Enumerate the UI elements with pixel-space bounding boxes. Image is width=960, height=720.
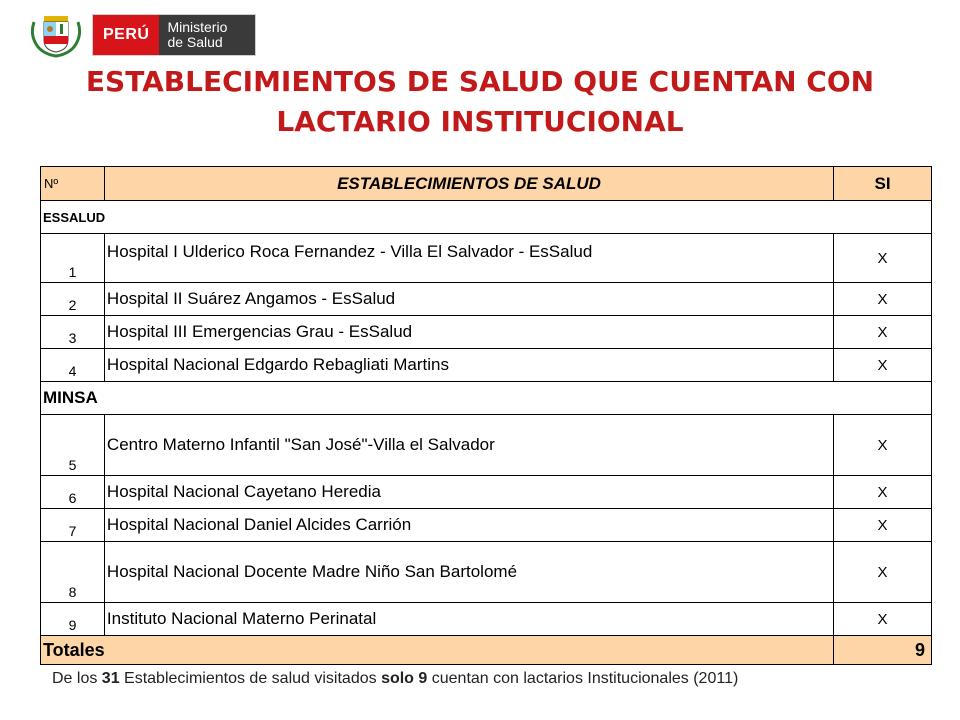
row-num: 2 — [41, 283, 105, 316]
row-si: X — [834, 349, 932, 382]
row-num: 6 — [41, 476, 105, 509]
group-row-minsa — [41, 382, 932, 415]
table-row — [41, 234, 932, 283]
row-name: Hospital Nacional Cayetano Heredia — [104, 476, 833, 509]
row-si: X — [834, 603, 932, 636]
footnote — [52, 670, 738, 688]
group-label: ESSALUD — [41, 201, 932, 234]
row-name: Hospital Nacional Daniel Alcides Carrión — [104, 509, 833, 542]
table-row — [41, 509, 932, 542]
header-logos — [30, 10, 256, 60]
header-establishment: ESTABLECIMIENTOS DE SALUD — [104, 167, 833, 201]
totals-row — [41, 636, 932, 665]
table-row — [41, 542, 932, 603]
coat-of-arms-icon — [30, 12, 82, 58]
row-si: X — [834, 415, 932, 476]
row-si: X — [834, 316, 932, 349]
table-row — [41, 283, 932, 316]
table-row — [41, 476, 932, 509]
row-name: Hospital Nacional Docente Madre Niño San Bartolomé — [104, 542, 833, 603]
table-row — [41, 603, 932, 636]
footnote-count-total: 31 — [101, 670, 120, 687]
row-name: Hospital III Emergencias Grau - EsSalud — [104, 316, 833, 349]
ministry-logo — [92, 14, 256, 56]
footnote-count-only: solo 9 — [381, 670, 428, 687]
row-si: X — [834, 234, 932, 283]
row-num: 5 — [41, 415, 105, 476]
group-label: MINSA — [41, 382, 932, 415]
row-si: X — [834, 476, 932, 509]
row-num: 9 — [41, 603, 105, 636]
totals-value: 9 — [834, 636, 932, 665]
logo-ministry-line2: de Salud — [167, 34, 223, 50]
table-header-row — [41, 167, 932, 201]
row-name: Centro Materno Infantil "San José"-Villa el Salvador — [104, 415, 833, 476]
row-num: 1 — [41, 234, 105, 283]
logo-ministry-line1: Ministerio — [167, 19, 228, 35]
row-si: X — [834, 542, 932, 603]
footnote-part: cuentan con lactarios Institucionales (2011) — [427, 670, 739, 687]
table-row — [41, 415, 932, 476]
row-num: 7 — [41, 509, 105, 542]
logo-peru-text: PERÚ — [93, 15, 159, 55]
header-si: SI — [834, 167, 932, 201]
footnote-part: De los — [52, 670, 102, 687]
row-name: Hospital I Ulderico Roca Fernandez - Villa El Salvador - EsSalud — [104, 234, 833, 283]
row-name: Hospital II Suárez Angamos - EsSalud — [104, 283, 833, 316]
group-row-essalud — [41, 201, 932, 234]
totals-label: Totales — [41, 636, 834, 665]
table-row — [41, 316, 932, 349]
title-line-2: LACTARIO INSTITUCIONAL — [276, 105, 684, 138]
row-name: Instituto Nacional Materno Perinatal — [104, 603, 833, 636]
title-line-1: ESTABLECIMIENTOS DE SALUD QUE CUENTAN CON — [85, 65, 875, 98]
logo-ministry-text — [159, 15, 255, 55]
page-title — [0, 62, 960, 142]
row-num: 8 — [41, 542, 105, 603]
row-si: X — [834, 509, 932, 542]
header-num: Nº — [41, 167, 105, 201]
footnote-part: Establecimientos de salud visitados — [119, 670, 382, 687]
row-name: Hospital Nacional Edgardo Rebagliati Martins — [104, 349, 833, 382]
establishments-table — [40, 166, 932, 665]
row-si: X — [834, 283, 932, 316]
table-row — [41, 349, 932, 382]
row-num: 4 — [41, 349, 105, 382]
row-num: 3 — [41, 316, 105, 349]
